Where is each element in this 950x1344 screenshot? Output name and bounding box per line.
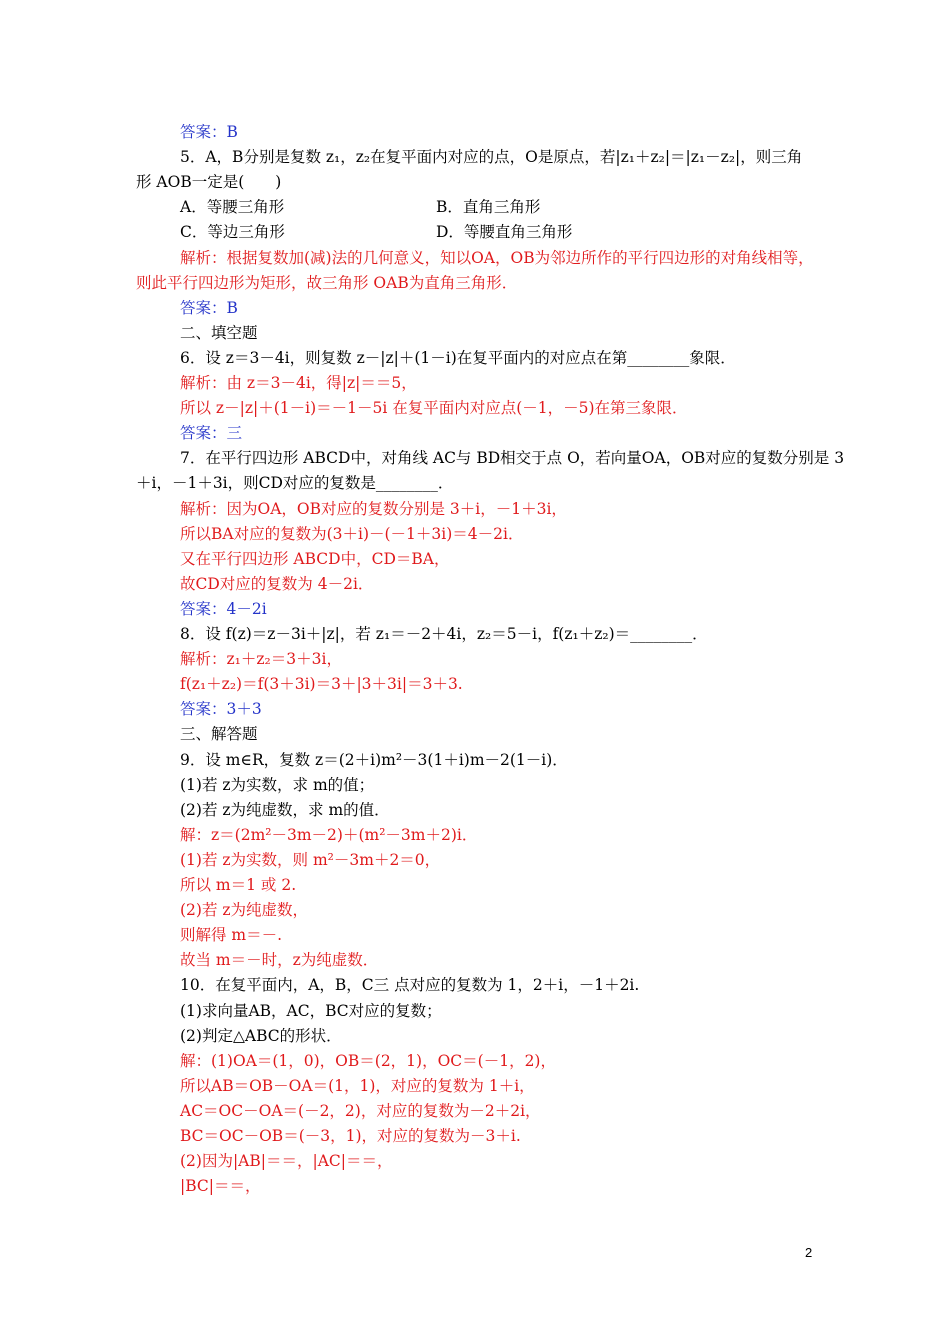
text-line bbox=[180, 1125, 521, 1147]
text-line bbox=[136, 272, 517, 294]
line-text: (2)因为|AB|＝＝，|AC|＝＝， bbox=[180, 1152, 393, 1171]
line-text: 答案：B bbox=[180, 123, 238, 141]
line-text: 解析：由 z＝3－4i，得|z|＝＝5， bbox=[180, 374, 417, 392]
line-text: 7．在平行四边形 ABCD中，对角线 AC与 BD相交于点 O，若向量OA，OB对应的复数分别是 3 bbox=[180, 449, 845, 468]
line-text: (2)判定△ABC的形状． bbox=[180, 1026, 342, 1045]
text-line bbox=[180, 146, 802, 168]
line-text: BC＝OC－OB＝(－3，1)，对应的复数为－3＋i. bbox=[180, 1127, 521, 1145]
text-line bbox=[180, 422, 242, 444]
text-line bbox=[180, 648, 342, 670]
line-text: 6．设 z＝3－4i，则复数 z－|z|＋(1－i)在复平面内的对应点在第________象限． bbox=[180, 348, 736, 367]
text-line bbox=[180, 849, 440, 871]
text-line bbox=[180, 372, 417, 394]
text-line bbox=[180, 1050, 556, 1072]
line-text: 则此平行四边形为矩形，故三角形 OAB为直角三角形． bbox=[136, 273, 518, 292]
text-line bbox=[180, 573, 373, 595]
text-line bbox=[180, 1075, 535, 1097]
option-text: B．直角三角形 bbox=[436, 198, 541, 217]
text-line bbox=[180, 1025, 342, 1047]
text-line bbox=[180, 1100, 541, 1122]
text-line bbox=[180, 1000, 442, 1022]
line-text: 故当 m＝－时，z为纯虚数． bbox=[180, 951, 379, 970]
line-text: 解：z＝(2m²－3m－2)＋(m²－3m＋2)i． bbox=[180, 825, 478, 844]
line-text: ＋i，－1＋3i，则CD对应的复数是________． bbox=[136, 474, 454, 493]
line-text: |BC|＝＝， bbox=[180, 1177, 261, 1196]
line-text: 答案：三 bbox=[180, 424, 243, 443]
text-line bbox=[180, 899, 308, 921]
text-line bbox=[180, 824, 477, 846]
line-text: 答案：B bbox=[180, 298, 238, 317]
line-text: (1)若 z为实数，求 m的值； bbox=[180, 775, 375, 794]
text-line bbox=[180, 749, 568, 771]
text-line bbox=[180, 799, 390, 821]
line-text: 5．A，B分别是复数 z₁，z₂在复平面内对应的点，O是原点，若|z₁＋z₂|＝|z₁－z₂|，则三角 bbox=[180, 148, 803, 167]
line-text: 10．在复平面内，A，B，C三 点对应的复数为 1，2＋i，－1＋2i. bbox=[180, 976, 640, 995]
text-line bbox=[180, 1175, 260, 1197]
line-text: 解析：根据复数加(减)法的几何意义，知以OA，OB为邻边所作的平行四边形的对角线相等， bbox=[180, 248, 814, 267]
line-text: A．等腰三角形 bbox=[180, 198, 285, 217]
line-text: (2)若 z为纯虚数， bbox=[180, 901, 309, 920]
text-line bbox=[180, 121, 238, 143]
option-text: D．等腰直角三角形 bbox=[436, 223, 573, 242]
line-text: 9．设 m∈R，复数 z＝(2＋i)m²－3(1＋i)m－2(1－i)． bbox=[180, 750, 568, 769]
line-text: 解析：因为OA，OB对应的复数分别是 3＋i，－1＋3i， bbox=[180, 499, 567, 518]
text-line bbox=[180, 874, 296, 896]
text-line bbox=[180, 447, 844, 469]
text-line bbox=[180, 949, 378, 971]
line-text: 形 AOB一定是( ) bbox=[136, 173, 282, 192]
text-line bbox=[180, 347, 736, 369]
line-text: 所以 z－|z|＋(1－i)＝－1－5i 在复平面内对应点(－1，－5)在第三象限． bbox=[180, 399, 688, 418]
line-text: 所以 m＝1 或 2. bbox=[180, 876, 297, 894]
line-text: 则解得 m＝－. bbox=[180, 926, 283, 945]
text-line bbox=[180, 924, 282, 946]
text-line bbox=[180, 673, 463, 695]
text-line bbox=[180, 698, 262, 720]
page-number: 2 bbox=[805, 1245, 813, 1260]
line-text: 故CD对应的复数为 4－2i． bbox=[180, 574, 374, 593]
line-text: 所以AB＝OB－OA＝(1，1)，对应的复数为 1＋i， bbox=[180, 1076, 535, 1095]
text-line bbox=[180, 221, 573, 243]
text-line bbox=[136, 472, 453, 494]
line-text: AC＝OC－OA＝(－2，2)，对应的复数为－2＋2i， bbox=[180, 1101, 541, 1120]
line-text: 解析：z₁＋z₂＝3＋3i， bbox=[180, 650, 342, 669]
text-line bbox=[136, 171, 281, 193]
text-line bbox=[180, 1150, 392, 1172]
line-text: C．等边三角形 bbox=[180, 223, 285, 242]
line-text: 三、解答题 bbox=[180, 725, 258, 744]
text-line bbox=[180, 498, 567, 520]
text-line bbox=[180, 297, 238, 319]
line-text: (1)若 z为实数，则 m²－3m＋2＝0， bbox=[180, 850, 441, 869]
text-line bbox=[180, 322, 258, 344]
text-line bbox=[180, 623, 708, 645]
line-text: 又在平行四边形 ABCD中，CD＝BA， bbox=[180, 549, 450, 568]
line-text: 所以BA对应的复数为(3＋i)－(－1＋3i)＝4－2i． bbox=[180, 524, 524, 543]
text-line bbox=[180, 548, 449, 570]
line-text: (1)求向量AB，AC，BC对应的复数； bbox=[180, 1001, 442, 1020]
line-text: (2)若 z为纯虚数，求 m的值． bbox=[180, 800, 390, 819]
text-line bbox=[180, 598, 267, 620]
text-line bbox=[180, 523, 523, 545]
line-text: f(z₁＋z₂)＝f(3＋3i)＝3＋|3＋3i|＝3＋3. bbox=[180, 675, 463, 694]
line-text: 答案：3＋3 bbox=[180, 700, 262, 719]
line-text: 二、填空题 bbox=[180, 323, 258, 342]
text-line bbox=[180, 974, 639, 996]
text-line bbox=[180, 196, 541, 218]
text-line bbox=[180, 723, 258, 745]
text-line bbox=[180, 397, 688, 419]
line-text: 解：(1)OA＝(1，0)，OB＝(2，1)，OC＝(－1，2)， bbox=[180, 1051, 556, 1070]
line-text: 答案：4－2i bbox=[180, 599, 267, 618]
text-line bbox=[180, 247, 814, 269]
text-line bbox=[180, 774, 374, 796]
line-text: 8．设 f(z)＝z－3i＋|z|，若 z₁＝－2＋4i，z₂＝5－i，f(z₁＋z₂)＝________． bbox=[180, 625, 708, 643]
